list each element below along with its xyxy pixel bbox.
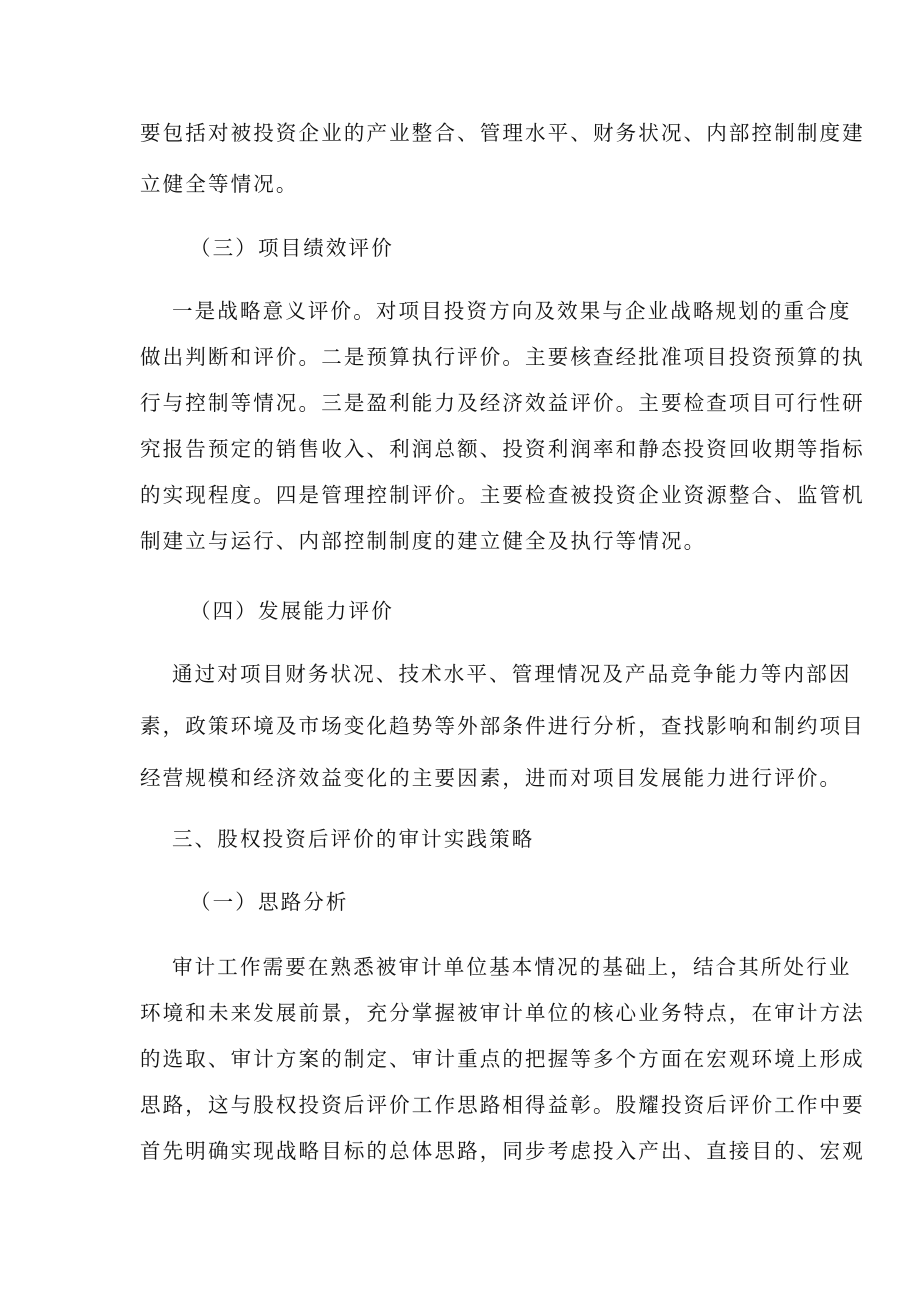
paragraph-2-line-5: 的实现程度。四是管理控制评价。主要检查被投资企业资源整合、监管机 xyxy=(140,483,865,507)
paragraph-2-line-2: 做出判断和评价。二是预算执行评价。主要核查经批准项目投资预算的执 xyxy=(140,345,865,369)
paragraph-2-line-4: 究报告预定的销售收入、利润总额、投资利润率和静态投资回收期等指标 xyxy=(140,437,865,461)
paragraph-3-line-3: 经营规模和经济效益变化的主要因素，进而对项目发展能力进行评价。 xyxy=(140,766,843,790)
paragraph-4-line-2: 环境和未来发展前景，充分掌握被审计单位的核心业务特点，在审计方法 xyxy=(140,1001,865,1025)
paragraph-1-line-2: 立健全等情况。 xyxy=(140,172,299,196)
paragraph-2-line-6: 制建立与运行、内部控制制度的建立健全及执行等情况。 xyxy=(140,529,707,553)
heading-development-capacity: （四）发展能力评价 xyxy=(190,599,394,623)
paragraph-3-line-1: 通过对项目财务状况、技术水平、管理情况及产品竞争能力等内部因 xyxy=(172,662,852,686)
paragraph-3-line-2: 素，政策环境及市场变化趋势等外部条件进行分析，查找影响和制约项目 xyxy=(140,714,865,738)
paragraph-2-line-1: 一是战略意义评价。对项目投资方向及效果与企业战略规划的重合度 xyxy=(172,299,852,323)
paragraph-4-line-1: 审计工作需要在熟悉被审计单位基本情况的基础上，结合其所处行业 xyxy=(172,955,852,979)
paragraph-1-line-1: 要包括对被投资企业的产业整合、管理水平、财务状况、内部控制制度建 xyxy=(140,121,865,145)
paragraph-4-line-4: 思路，这与股权投资后评价工作思路相得益彰。股耀投资后评价工作中要 xyxy=(140,1093,865,1117)
section-three-heading: 三、股权投资后评价的审计实践策略 xyxy=(172,827,535,851)
heading-project-performance: （三）项目绩效评价 xyxy=(190,236,394,260)
paragraph-4-line-5: 首先明确实现战略目标的总体思路，同步考虑投入产出、直接目的、宏观 xyxy=(140,1139,865,1163)
paragraph-2-line-3: 行与控制等情况。三是盈利能力及经济效益评价。主要检查项目可行性研 xyxy=(140,391,865,415)
heading-approach-analysis: （一）思路分析 xyxy=(190,890,349,914)
paragraph-4-line-3: 的选取、审计方案的制定、审计重点的把握等多个方面在宏观环境上形成 xyxy=(140,1047,865,1071)
